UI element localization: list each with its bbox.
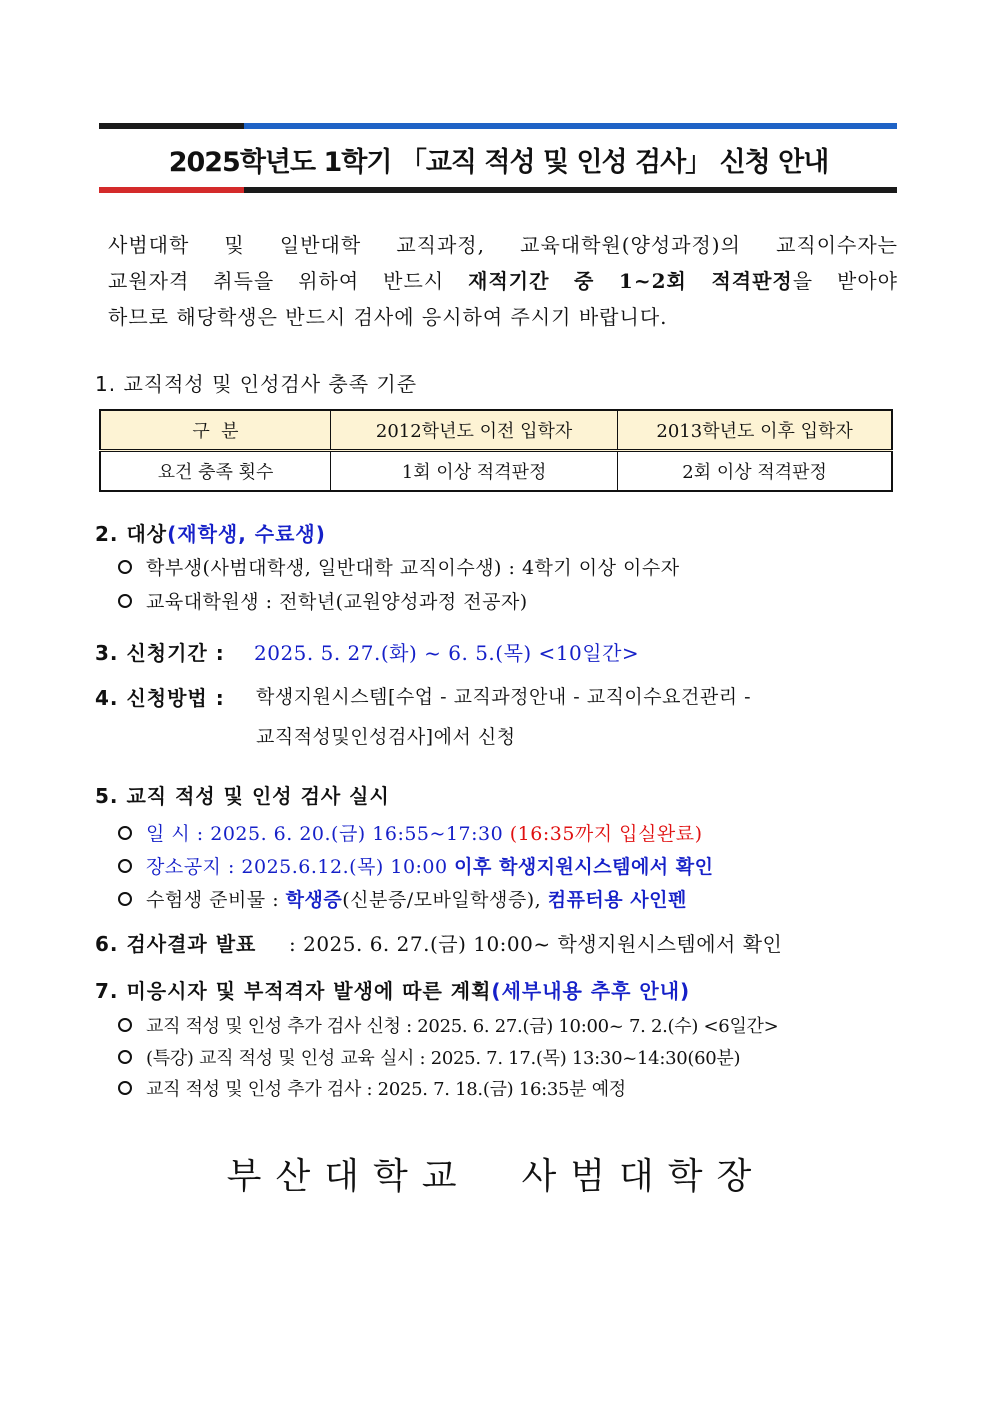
title-bottom-bar-dark <box>244 187 897 193</box>
bullet-icon <box>118 892 132 906</box>
bullet-icon <box>118 594 132 608</box>
application-method-line-2: 교직적성및인성검사]에서 신청 <box>256 726 516 748</box>
section-5-heading: 5. 교직 적성 및 인성 검사 실시 <box>95 784 390 808</box>
criteria-table-row <box>100 451 892 492</box>
exam-materials: 수험생 준비물 : 학생증(신분증/모바일학생증), 컴퓨터용 사인펜 <box>118 885 687 912</box>
section-1-heading: 1. 교직적성 및 인성검사 충족 기준 <box>95 372 418 396</box>
section-2-item-1: 학부생(사범대학생, 일반대학 교직이수생) : 4학기 이상 이수자 <box>118 553 680 580</box>
section-7-item-3: 교직 적성 및 인성 추가 검사 : 2025. 7. 18.(금) 16:35분 예정 <box>118 1075 626 1101</box>
issuer-signature: 부산대학교 사범대학장 <box>226 1156 766 1197</box>
criteria-table-header-row <box>100 410 892 451</box>
document-title: 2025학년도 1학기 「교직 적성 및 인성 검사」 신청 안내 <box>168 147 829 178</box>
title-bottom-bar-red <box>99 187 244 193</box>
exam-datetime: 일 시 : 2025. 6. 20.(금) 16:55~17:30 (16:35까지 입실완료) <box>118 819 703 846</box>
bullet-icon <box>118 1050 132 1064</box>
section-2-item-2: 교육대학원생 : 전학년(교원양성과정 전공자) <box>118 587 528 614</box>
bullet-icon <box>118 826 132 840</box>
section-7-item-2: (특강) 교직 적성 및 인성 교육 실시 : 2025. 7. 17.(목) 13:30~14:30(60분) <box>118 1044 740 1070</box>
bullet-icon <box>118 560 132 574</box>
criteria-header-category: 구 분 <box>100 410 330 451</box>
criteria-row-before-2012: 1회 이상 적격판정 <box>330 451 617 492</box>
entry-deadline-note: (16:35까지 입실완료) <box>509 823 703 845</box>
bullet-icon <box>118 1018 132 1032</box>
intro-line-2: 교원자격 취득을 위하여 반드시 재적기간 중 1~2회 적격판정을 받아야 <box>108 269 899 293</box>
section-7-item-1: 교직 적성 및 인성 추가 검사 신청 : 2025. 6. 27.(금) 10:00~ 7. 2.(수) <6일간> <box>118 1012 778 1038</box>
section-4-heading: 4. 신청방법 : <box>95 686 225 710</box>
intro-line-3: 하므로 해당학생은 반드시 검사에 응시하여 주시기 바랍니다. <box>108 305 668 329</box>
bullet-icon <box>118 1081 132 1095</box>
application-method-line-1: 학생지원시스템[수업 - 교직과정안내 - 교직이수요건관리 - <box>256 686 752 708</box>
result-announcement: : 2025. 6. 27.(금) 10:00~ 학생지원시스템에서 확인 <box>289 932 783 956</box>
criteria-row-label: 요건 충족 횟수 <box>100 451 330 492</box>
intro-emphasis: 재적기간 중 1~2회 적격판정 <box>468 269 793 293</box>
intro-line-1: 사범대학 및 일반대학 교직과정, 교육대학원(양성과정)의 교직이수자는 <box>108 233 898 257</box>
criteria-header-after-2013: 2013학년도 이후 입학자 <box>618 410 892 451</box>
section-7-note: (세부내용 추후 안내) <box>491 979 691 1003</box>
section-7-heading: 7. 미응시자 및 부적격자 발생에 따른 계획(세부내용 추후 안내) <box>95 979 691 1003</box>
section-2-note: (재학생, 수료생) <box>167 522 326 546</box>
application-period: 2025. 5. 27.(화) ~ 6. 5.(목) <10일간> <box>254 641 640 665</box>
criteria-row-after-2013: 2회 이상 적격판정 <box>618 451 892 492</box>
bullet-icon <box>118 859 132 873</box>
title-top-bar-blue <box>244 123 897 129</box>
section-6-heading: 6. 검사결과 발표 <box>95 932 257 956</box>
exam-venue-notice: 장소공지 : 2025.6.12.(목) 10:00 이후 학생지원시스템에서 확인 <box>118 852 714 879</box>
section-2-heading: 2. 대상(재학생, 수료생) <box>95 522 326 546</box>
section-3-heading: 3. 신청기간 : <box>95 641 225 665</box>
criteria-header-before-2012: 2012학년도 이전 입학자 <box>330 410 617 451</box>
intro-paragraph <box>108 227 898 335</box>
criteria-table <box>99 409 893 492</box>
title-top-bar-dark <box>99 123 244 129</box>
